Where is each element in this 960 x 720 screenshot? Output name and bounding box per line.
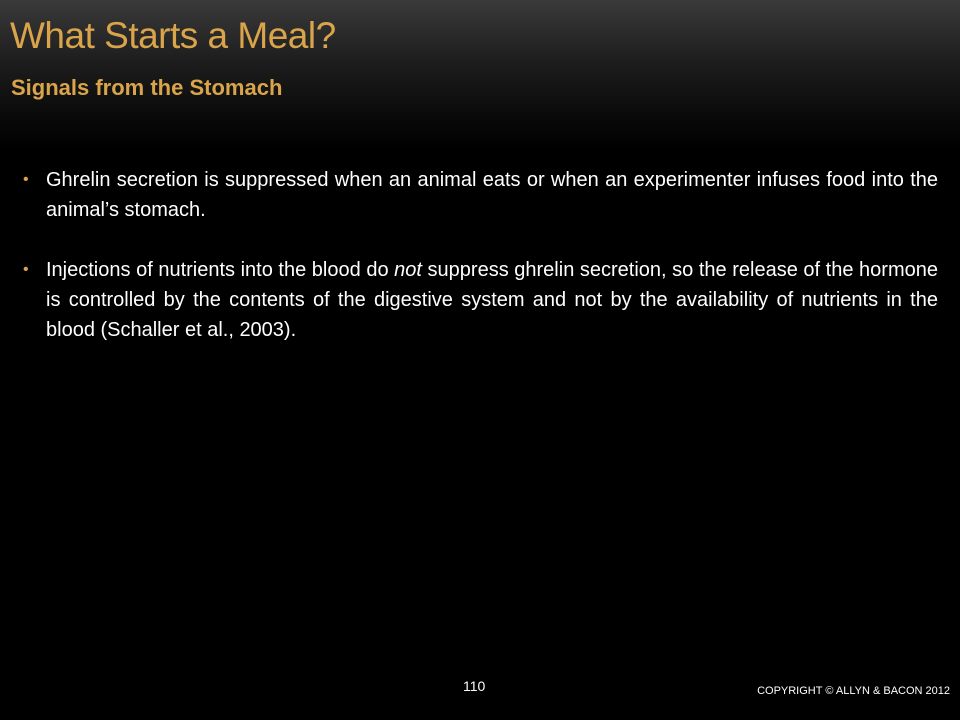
bullet-list (0, 165, 960, 375)
page-number: 110 (463, 678, 486, 694)
bullet-icon: • (23, 171, 29, 188)
slide-title: What Starts a Meal? (10, 15, 336, 56)
bullet-emphasis: not (394, 259, 422, 281)
bullet-text-before: Injections of nutrients into the blood do (46, 259, 395, 281)
bullet-text: Ghrelin secretion is suppressed when an animal eats or when an experimenter infuses food into the animal’s stomach. (46, 169, 938, 221)
bullet-item-ghrelin-suppression (0, 165, 960, 225)
bullet-item-nutrient-injections (0, 255, 960, 345)
bullet-icon: • (23, 261, 29, 278)
copyright-notice: COPYRIGHT © ALLYN & BACON 2012 (757, 685, 950, 697)
slide-subtitle: Signals from the Stomach (11, 75, 283, 100)
bullet-text-after: suppress ghrelin secretion, so the release of the hormone is controlled by the contents of the digestive system and not by the availability of nutrients in the blood (Schaller et al., 2003). (46, 259, 938, 341)
